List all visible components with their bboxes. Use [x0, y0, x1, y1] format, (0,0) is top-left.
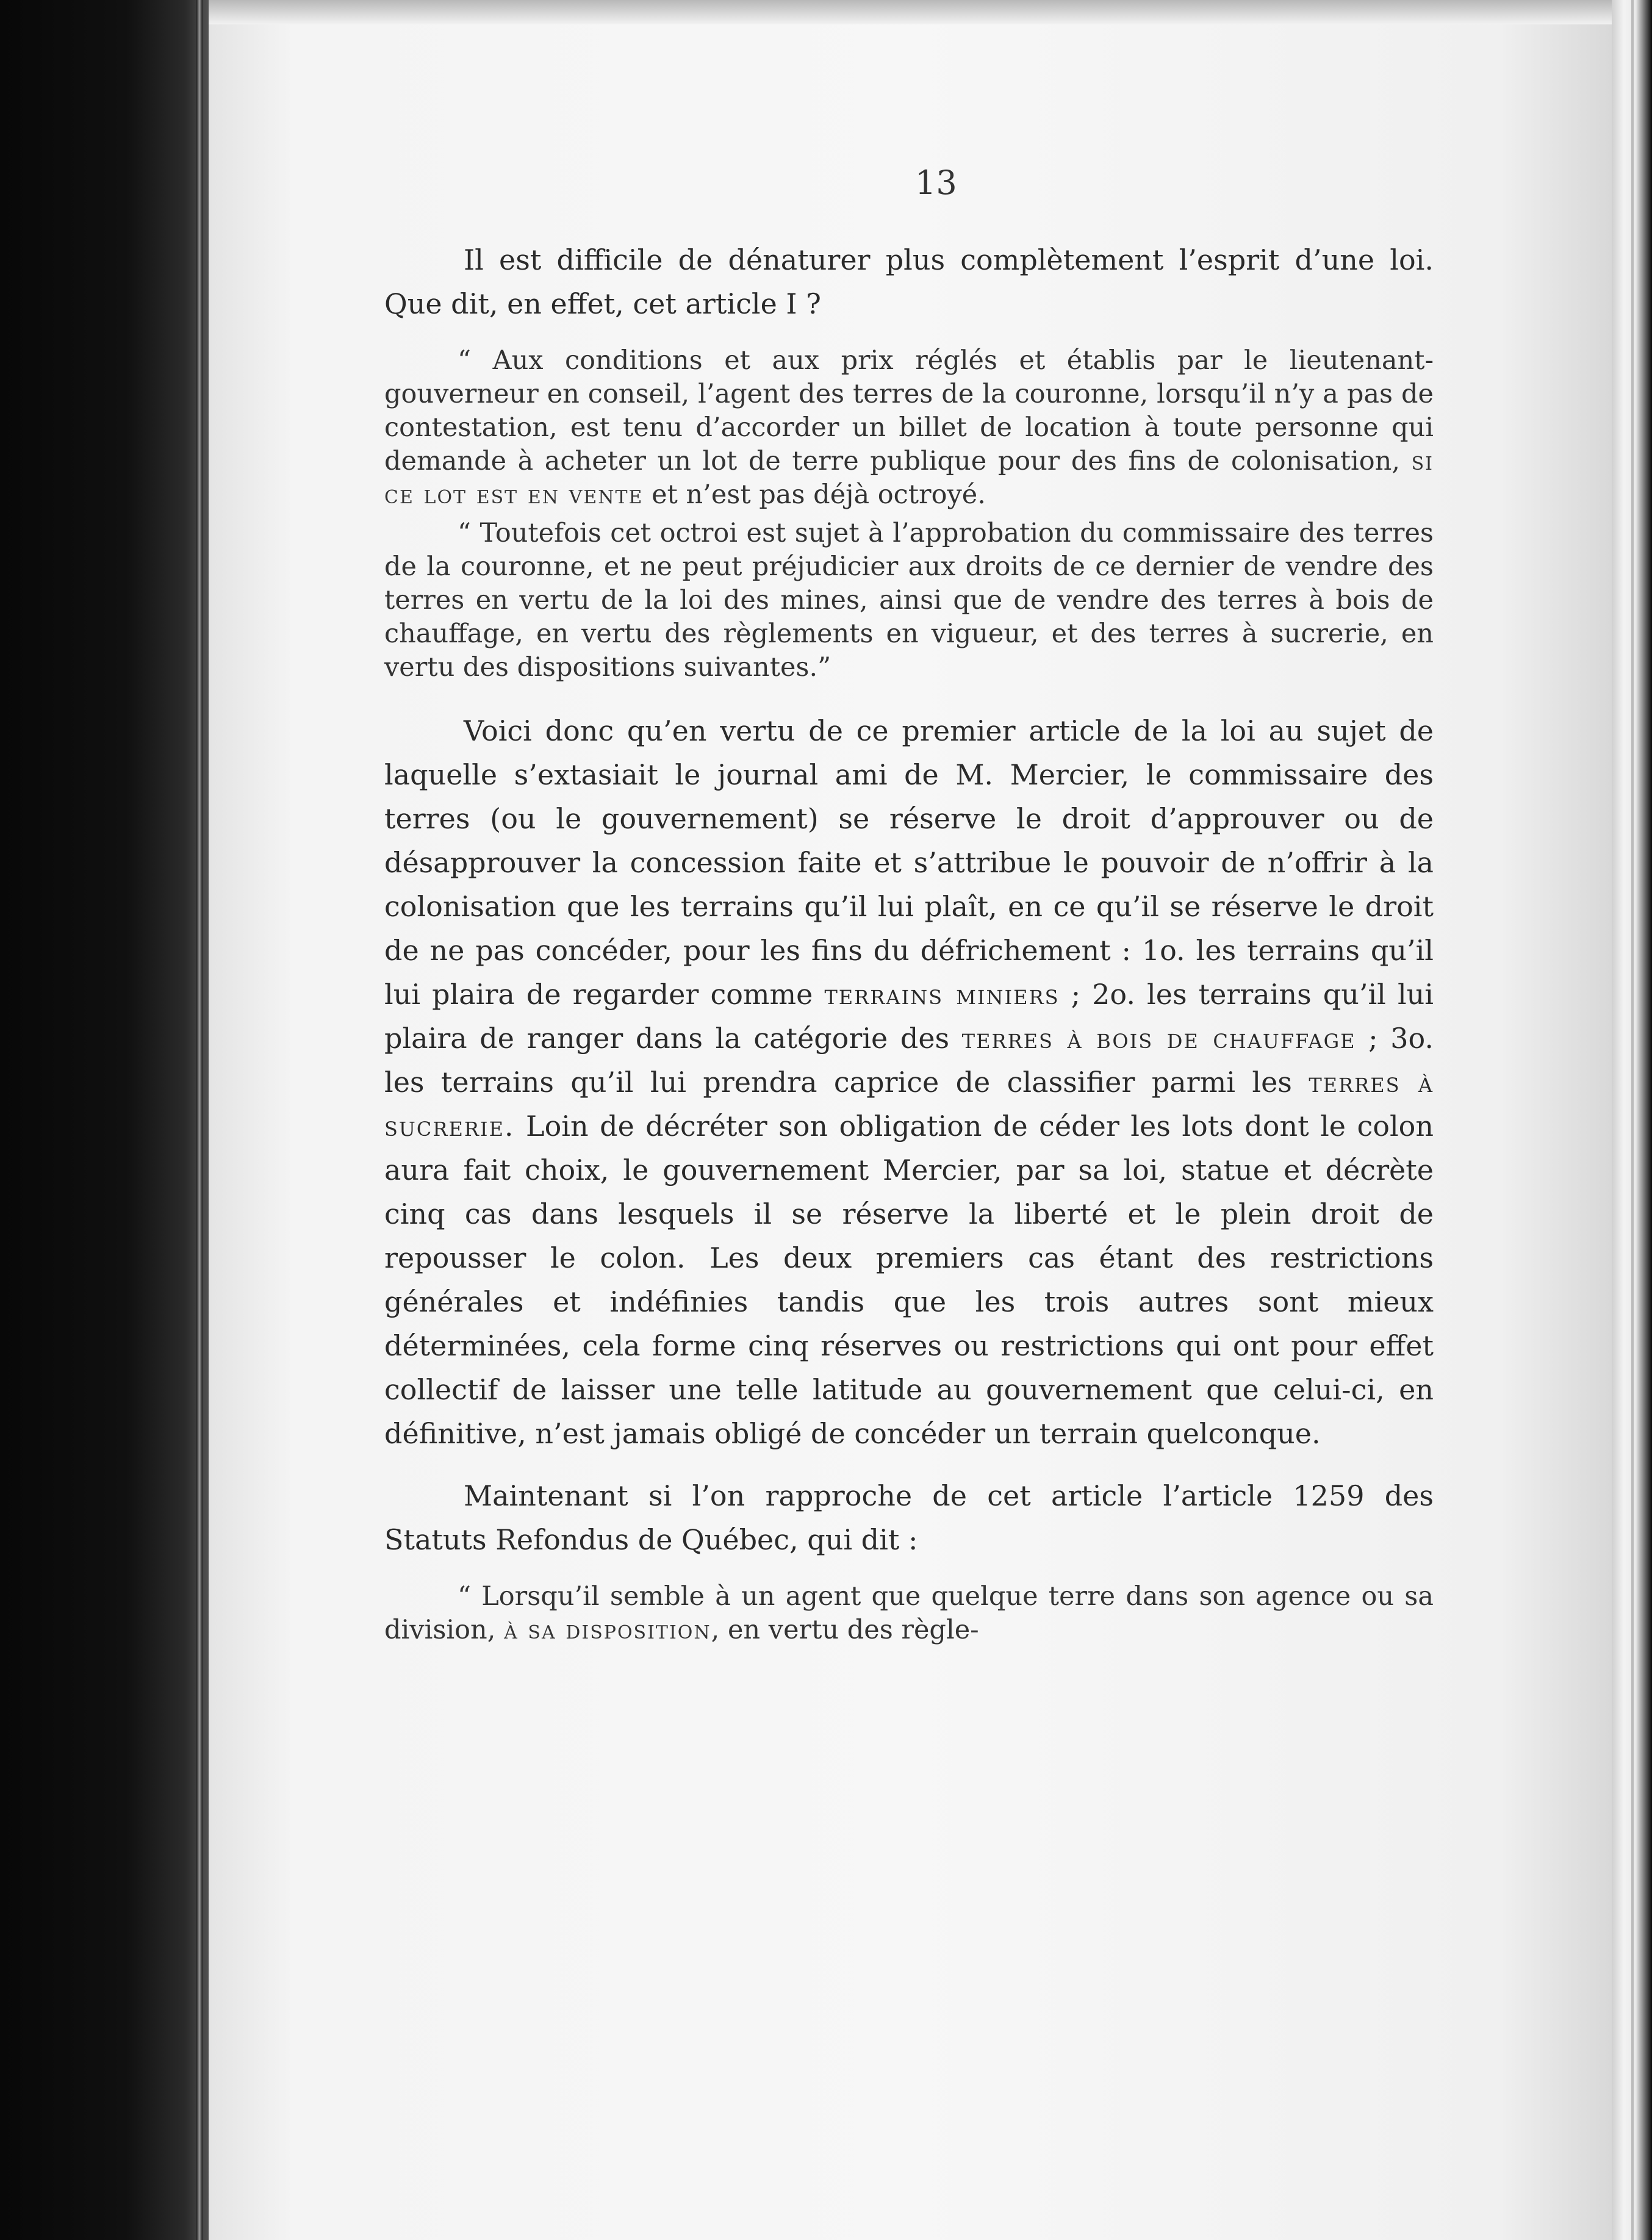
- quote-3-emphasis: à sa disposition: [504, 1615, 711, 1645]
- quote-1-text: “ Aux conditions et aux prix réglés et établis par le lieutenant-gouverneur en conseil, l’agent des terres de la couronne, lorsqu’il n’y a pas de contestation, est tenu d’accorder un billet de location à toute personne qui demande à acheter un lot de terre publique pour des fins de colonisation,: [384, 345, 1434, 476]
- emphasis-terrains-miniers: terrains miniers: [824, 978, 1060, 1011]
- left-margin-dark-band: [0, 0, 210, 2240]
- emphasis-terres-a-bois: terres à bois de chauffage: [961, 1022, 1356, 1055]
- page-top-shadow: [209, 0, 1612, 24]
- opening-paragraph: Il est difficile de dénaturer plus complètement l’esprit d’une loi. Que dit, en effet, cet article I ?: [384, 243, 1434, 320]
- right-page-edge-line: [1631, 0, 1634, 2240]
- quote-1-end: et n’est pas déjà octroyé.: [652, 479, 986, 510]
- quote-3-end: , en vertu des règle-: [711, 1615, 979, 1645]
- quoted-article-paragraph-2: “ Toutefois cet octroi est sujet à l’approbation du commissaire des terres de la couronne, et ne peut préjudicier aux droits de ce dernier de vendre des terres en vertu de la loi des mines, ainsi que de vendre des terres à bois de chauffage, en vertu des règlements en vigueur, et des terres à sucrerie, en vertu des dispositions suivantes.”: [384, 518, 1434, 683]
- page-number: 13: [915, 163, 957, 202]
- commentary-text-3: ; 3o. les terrains qu’il lui prendra caprice de classifier parmi les: [384, 1022, 1434, 1099]
- emphasis-terres-a-sucrerie: terres à sucrerie.: [384, 1066, 1434, 1143]
- commentary-text-1: Voici donc qu’en vertu de ce premier article de la loi au sujet de laquelle s’extasiait le journal ami de M. Mercier, le commissaire des terres (ou le gouvernement) se réserve le droit d’approuver ou de désapprouver la concession faite et s’attribue le pouvoir de n’offrir à la colonisation que les terrains qu’il lui plaît, en ce qu’il se réserve le droit de ne pas concéder, pour les fins du défrichement : 1o. les terrains qu’il lui plaira de regarder comme: [384, 714, 1434, 1011]
- page-text: [384, 165, 1434, 1647]
- commentary-text-4: Loin de décréter son obligation de céder les lots dont le colon aura fait choix, le gouvernement Mercier, par sa loi, statue et décrète cinq cas dans lesquels il se réserve la liberté et le plein droit de repousser le colon. Les deux premiers cas étant des restrictions générales et indéfinies tandis que les trois autres sont mieux déterminées, cela forme cinq réserves ou restrictions qui ont pour effet collectif de laisser une telle latitude au gouvernement que celui-ci, en définitive, n’est jamais obligé de concéder un terrain quelconque.: [384, 1110, 1434, 1450]
- quote-1-emphasis: si ce lot est en vente: [384, 446, 1434, 510]
- book-spine-edge: [196, 0, 203, 2240]
- transition-paragraph: Maintenant si l’on rapproche de cet article l’article 1259 des Statuts Refondus de Québec, qui dit :: [384, 1479, 1434, 1556]
- commentary-paragraph: [384, 709, 1434, 1456]
- quote-3-text: “ Lorsqu’il semble à un agent que quelque terre dans son agence ou sa division,: [384, 1581, 1434, 1645]
- quoted-article-paragraph-1: [384, 344, 1434, 512]
- quoted-statute-paragraph: [384, 1580, 1434, 1647]
- commentary-text-2: ; 2o. les terrains qu’il lui plaira de ranger dans la catégorie des: [384, 978, 1434, 1055]
